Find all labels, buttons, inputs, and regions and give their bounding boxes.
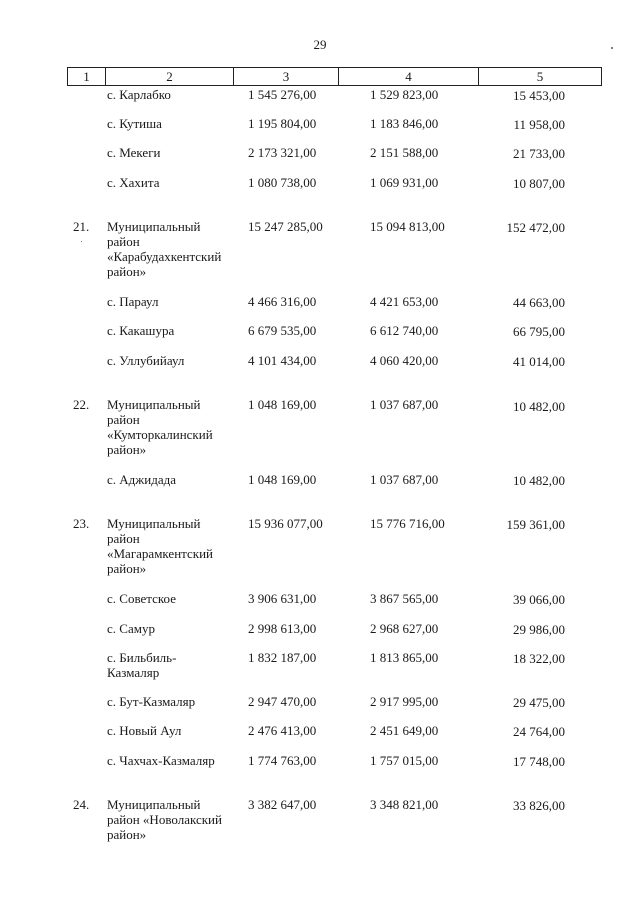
settlement-name: с. Чахчах-Казмаляр <box>107 753 215 768</box>
value-col-3: 1 832 187,00 <box>248 650 317 665</box>
value-col-5: 66 795,00 <box>513 324 565 339</box>
value-col-3: 1 545 276,00 <box>248 87 317 102</box>
value-col-5: 11 958,00 <box>513 117 565 132</box>
value-col-3: 3 906 631,00 <box>248 591 317 606</box>
value-col-4: 15 094 813,00 <box>370 219 445 234</box>
district-name: Муниципальный район «Новолакский район» <box>107 797 222 842</box>
row-number: 21. <box>73 219 90 234</box>
value-col-4: 3 348 821,00 <box>370 797 439 812</box>
value-col-3: 1 195 804,00 <box>248 116 317 131</box>
settlement-name: с. Бильбиль- Казмаляр <box>107 650 177 680</box>
value-col-5: 24 764,00 <box>513 724 565 739</box>
value-col-3: 15 936 077,00 <box>248 516 323 531</box>
value-col-5: 15 453,00 <box>513 88 565 103</box>
row-number: 22. <box>73 397 90 412</box>
value-col-4: 6 612 740,00 <box>370 323 439 338</box>
scan-speck <box>81 241 82 242</box>
value-col-3: 2 947 470,00 <box>248 694 317 709</box>
header-col-2: 2 <box>106 68 234 85</box>
settlement-name: с. Хахита <box>107 175 160 190</box>
row-number: 23. <box>73 516 90 531</box>
value-col-4: 1 813 865,00 <box>370 650 439 665</box>
value-col-4: 2 968 627,00 <box>370 621 439 636</box>
value-col-4: 1 529 823,00 <box>370 87 439 102</box>
value-col-4: 1 757 015,00 <box>370 753 439 768</box>
value-col-4: 4 421 653,00 <box>370 294 439 309</box>
value-col-5: 17 748,00 <box>513 754 565 769</box>
value-col-5: 21 733,00 <box>513 146 565 161</box>
settlement-name: с. Уллубийаул <box>107 353 185 368</box>
settlement-name: с. Аджидада <box>107 472 176 487</box>
settlement-name: с. Кутиша <box>107 116 162 131</box>
value-col-3: 6 679 535,00 <box>248 323 317 338</box>
value-col-3: 1 774 763,00 <box>248 753 317 768</box>
district-name: Муниципальный район «Магарамкентский район» <box>107 516 213 576</box>
value-col-5: 152 472,00 <box>506 220 565 235</box>
table-header-row <box>67 67 602 86</box>
header-col-1: 1 <box>68 68 106 85</box>
value-col-5: 18 322,00 <box>513 651 565 666</box>
value-col-3: 2 998 613,00 <box>248 621 317 636</box>
value-col-3: 3 382 647,00 <box>248 797 317 812</box>
district-name: Муниципальный район «Кумторкалинский район» <box>107 397 213 457</box>
value-col-5: 29 986,00 <box>513 622 565 637</box>
value-col-5: 39 066,00 <box>513 592 565 607</box>
header-col-5: 5 <box>536 69 544 84</box>
value-col-4: 1 183 846,00 <box>370 116 439 131</box>
value-col-4: 2 151 588,00 <box>370 145 439 160</box>
value-col-3: 1 080 738,00 <box>248 175 317 190</box>
value-col-4: 1 037 687,00 <box>370 397 439 412</box>
value-col-4: 2 917 995,00 <box>370 694 439 709</box>
page-number: 29 <box>313 37 327 52</box>
value-col-5: 33 826,00 <box>513 798 565 813</box>
value-col-4: 3 867 565,00 <box>370 591 439 606</box>
value-col-4: 1 037 687,00 <box>370 472 439 487</box>
value-col-3: 2 476 413,00 <box>248 723 317 738</box>
settlement-name: с. Параул <box>107 294 159 309</box>
settlement-name: с. Самур <box>107 621 155 636</box>
settlement-name: с. Бут-Казмаляр <box>107 694 196 709</box>
value-col-5: 10 482,00 <box>513 473 565 488</box>
row-number: 24. <box>73 797 90 812</box>
value-col-3: 2 173 321,00 <box>248 145 317 160</box>
scan-speck <box>611 47 613 49</box>
settlement-name: с. Карлабко <box>107 87 171 102</box>
settlement-name: с. Мекеги <box>107 145 161 160</box>
value-col-4: 1 069 931,00 <box>370 175 439 190</box>
value-col-4: 4 060 420,00 <box>370 353 439 368</box>
value-col-3: 4 466 316,00 <box>248 294 317 309</box>
value-col-4: 2 451 649,00 <box>370 723 439 738</box>
value-col-5: 41 014,00 <box>513 354 565 369</box>
header-col-4: 4 <box>339 68 479 85</box>
value-col-5: 44 663,00 <box>513 295 565 310</box>
value-col-5: 10 807,00 <box>513 176 565 191</box>
value-col-4: 15 776 716,00 <box>370 516 445 531</box>
settlement-name: с. Новый Аул <box>107 723 182 738</box>
value-col-5: 29 475,00 <box>513 695 565 710</box>
settlement-name: с. Какашура <box>107 323 175 338</box>
value-col-5: 159 361,00 <box>506 517 565 532</box>
district-name: Муниципальный район «Карабудахкентский район» <box>107 219 222 279</box>
value-col-3: 1 048 169,00 <box>248 472 317 487</box>
value-col-3: 1 048 169,00 <box>248 397 317 412</box>
value-col-3: 4 101 434,00 <box>248 353 317 368</box>
header-col-3: 3 <box>234 68 339 85</box>
settlement-name: с. Советское <box>107 591 176 606</box>
value-col-3: 15 247 285,00 <box>248 219 323 234</box>
value-col-5: 10 482,00 <box>513 399 565 414</box>
